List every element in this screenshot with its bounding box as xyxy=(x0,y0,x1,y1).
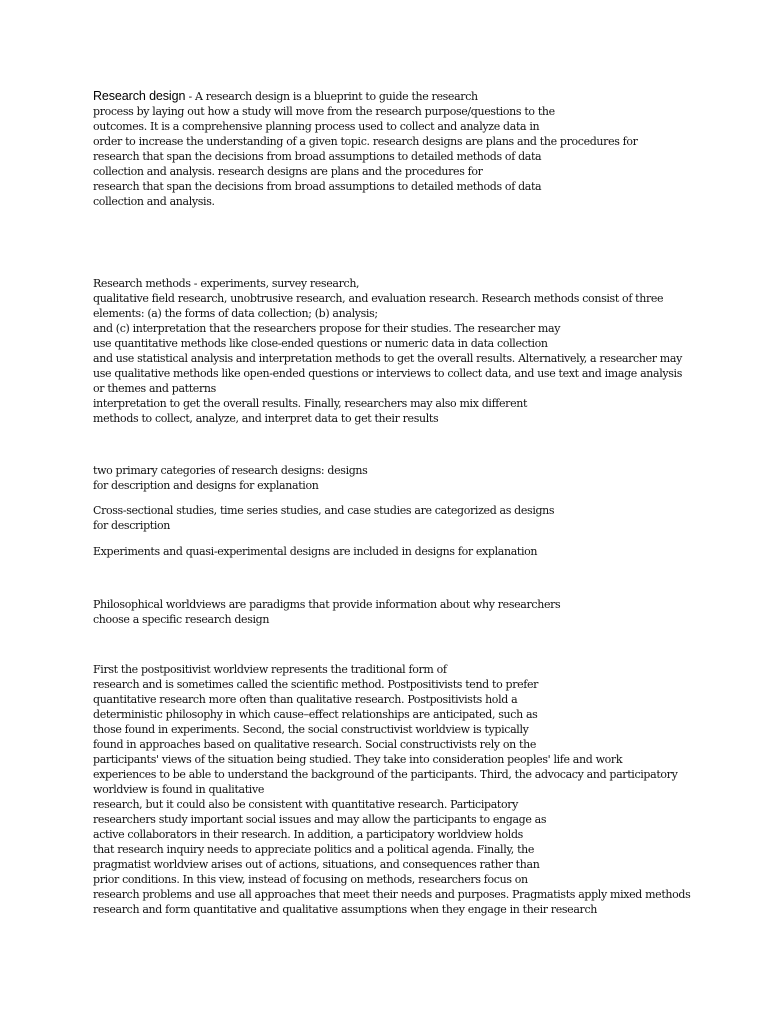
research-design-heading: Research design xyxy=(93,89,186,103)
text-line: order to increase the understanding of a given topic. research designs are plans and the procedures for xyxy=(93,135,638,148)
text-line: First the postpositivist worldview represents the traditional form of xyxy=(93,663,447,676)
text-line: interpretation to get the overall results. Finally, researchers may also mix different xyxy=(93,397,528,410)
text-line: collection and analysis. xyxy=(93,195,215,208)
text-line: for description xyxy=(93,519,171,532)
text-line: prior conditions. In this view, instead of focusing on methods, researchers focus on xyxy=(93,873,528,886)
text-line: Experiments and quasi-experimental designs are included in designs for explanation xyxy=(93,545,538,558)
text-line: Philosophical worldviews are paradigms that provide information about why researchers xyxy=(93,598,561,611)
text-line: Research methods - experiments, survey research, xyxy=(93,277,360,290)
text-line: and use statistical analysis and interpretation methods to get the overall results. Alternatively, a researcher may xyxy=(93,352,682,365)
text-line: that research inquiry needs to appreciate politics and a political agenda. Finally, the xyxy=(93,843,535,856)
text-line: pragmatist worldview arises out of actions, situations, and consequences rather than xyxy=(93,858,540,871)
text-line: found in approaches based on qualitative research. Social constructivists rely on the xyxy=(93,738,536,751)
text-line: outcomes. It is a comprehensive planning process used to collect and analyze data in xyxy=(93,120,540,133)
text-line: use qualitative methods like open-ended questions or interviews to collect data, and use text and image analysis xyxy=(93,367,683,380)
text-line: research and is sometimes called the scientific method. Postpositivists tend to prefer xyxy=(93,678,539,691)
text-line: or themes and patterns xyxy=(93,382,216,395)
text-line: choose a specific research design xyxy=(93,613,270,626)
text-line: two primary categories of research designs: designs xyxy=(93,464,368,477)
text-line: active collaborators in their research. In addition, a participatory worldview holds xyxy=(93,828,523,841)
text-line: qualitative field research, unobtrusive research, and evaluation research. Research methods consist of three xyxy=(93,292,664,305)
text-line: deterministic philosophy in which cause–effect relationships are anticipated, such as xyxy=(93,708,538,721)
text-line: participants' views of the situation being studied. They take into consideration peoples' life and work xyxy=(93,753,623,766)
research-design-paragraph xyxy=(93,89,733,209)
text-line: for description and designs for explanation xyxy=(93,479,319,492)
first-line xyxy=(93,89,733,104)
text-line: research problems and use all approaches that meet their needs and purposes. Pragmatists apply mixed methods xyxy=(93,888,691,901)
text-line: and (c) interpretation that the researchers propose for their studies. The researcher may xyxy=(93,322,561,335)
text-line: research that span the decisions from broad assumptions to detailed methods of data xyxy=(93,150,542,163)
text-line: worldview is found in qualitative xyxy=(93,783,264,796)
text-line: research that span the decisions from broad assumptions to detailed methods of data xyxy=(93,180,542,193)
design-categories-paragraph xyxy=(93,463,733,493)
text-line: methods to collect, analyze, and interpret data to get their results xyxy=(93,412,439,425)
text-line: those found in experiments. Second, the social constructivist worldview is typically xyxy=(93,723,529,736)
text-line: research, but it could also be consistent with quantitative research. Participatory xyxy=(93,798,519,811)
worldview-types-paragraph xyxy=(93,662,733,917)
text-line: experiences to be able to understand the background of the participants. Third, the advocacy and participatory xyxy=(93,768,678,781)
first-line-text: - A research design is a blueprint to guide the research xyxy=(185,90,478,103)
description-designs-paragraph xyxy=(93,503,733,533)
text-line: use quantitative methods like close-ended questions or numeric data in data collection xyxy=(93,337,548,350)
worldviews-paragraph xyxy=(93,597,733,627)
research-methods-paragraph xyxy=(93,276,733,426)
text-line: quantitative research more often than qualitative research. Postpositivists hold a xyxy=(93,693,518,706)
explanation-designs-paragraph xyxy=(93,544,733,559)
text-line: elements: (a) the forms of data collection; (b) analysis; xyxy=(93,307,378,320)
text-line: Cross-sectional studies, time series studies, and case studies are categorized as designs xyxy=(93,504,555,517)
text-line: collection and analysis. research designs are plans and the procedures for xyxy=(93,165,483,178)
text-line: researchers study important social issues and may allow the participants to engage as xyxy=(93,813,547,826)
text-line: process by laying out how a study will move from the research purpose/questions to the xyxy=(93,105,555,118)
text-line: research and form quantitative and qualitative assumptions when they engage in their research xyxy=(93,903,597,916)
